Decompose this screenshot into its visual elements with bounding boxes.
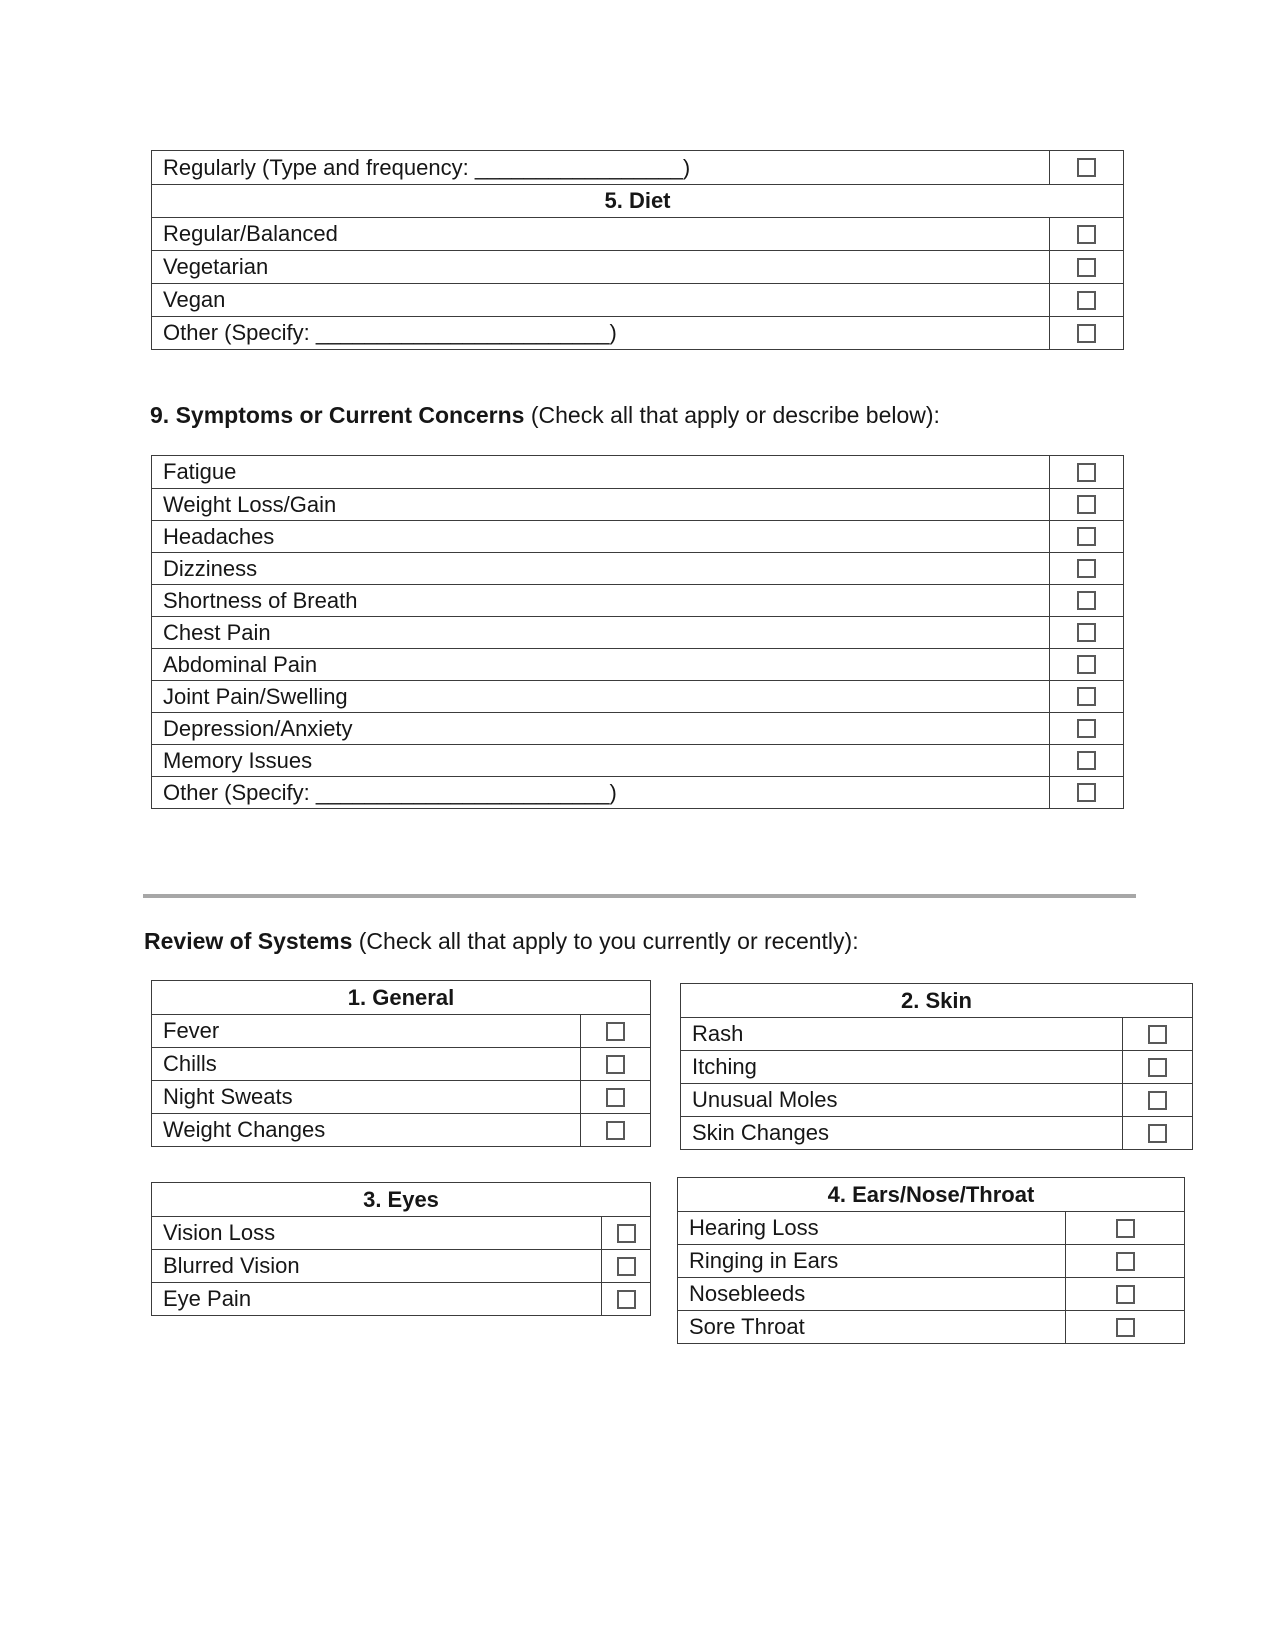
checkbox[interactable] (1148, 1058, 1167, 1077)
heading-bold-text: Review of Systems (144, 928, 353, 954)
table-row (152, 744, 1123, 776)
table-row (152, 1047, 650, 1080)
checkbox-cell (601, 1217, 650, 1249)
checkbox[interactable] (1077, 158, 1096, 177)
row-label: Vegetarian (163, 254, 269, 279)
checkbox[interactable] (1148, 1091, 1167, 1110)
table-row (681, 1017, 1192, 1050)
table-header-row (678, 1178, 1184, 1211)
checkbox-cell (1049, 251, 1123, 283)
habits-diet-table (151, 150, 1124, 350)
row-label: Chest Pain (163, 619, 271, 645)
checkbox[interactable] (1077, 258, 1096, 277)
table-row (678, 1310, 1184, 1343)
table-row (152, 217, 1123, 250)
table-row (152, 648, 1123, 680)
checkbox-cell (601, 1250, 650, 1282)
checkbox-cell (1065, 1278, 1184, 1310)
row-label: Abdominal Pain (163, 651, 318, 677)
section-heading-symptoms (150, 402, 940, 429)
row-label: Headaches (163, 523, 275, 549)
checkbox-cell (1049, 489, 1123, 520)
heading-bold-text: 9. Symptoms or Current Concerns (150, 402, 525, 428)
table-row (152, 488, 1123, 520)
checkbox[interactable] (1077, 527, 1096, 546)
review-skin-table (680, 983, 1193, 1150)
checkbox[interactable] (617, 1224, 636, 1243)
table-row (678, 1244, 1184, 1277)
checkbox[interactable] (1077, 783, 1096, 802)
checkbox[interactable] (1148, 1124, 1167, 1143)
table-row (152, 1014, 650, 1047)
table-row (152, 1080, 650, 1113)
skin-table-title: 2. Skin (901, 987, 972, 1013)
row-label: Regular/Balanced (163, 221, 338, 246)
checkbox-cell (1049, 553, 1123, 584)
checkbox[interactable] (1116, 1219, 1135, 1238)
table-header-row (152, 981, 650, 1014)
checkbox-cell (1049, 649, 1123, 680)
checkbox[interactable] (606, 1055, 625, 1074)
heading-rest-text: (Check all that apply to you currently or recently): (352, 928, 859, 954)
checkbox-cell (1065, 1311, 1184, 1343)
row-label: Chills (163, 1051, 217, 1076)
row-label: Memory Issues (163, 747, 313, 773)
row-label: Depression/Anxiety (163, 715, 353, 741)
row-label: Hearing Loss (689, 1215, 819, 1240)
diet-section-title: 5. Diet (604, 188, 671, 213)
checkbox-cell (580, 1015, 650, 1047)
checkbox[interactable] (1077, 559, 1096, 578)
table-row (152, 1216, 650, 1249)
row-label: Other (Specify: ________________________) (163, 779, 617, 805)
symptoms-table (151, 455, 1124, 809)
row-label: Rash (692, 1021, 744, 1046)
checkbox-cell (1049, 681, 1123, 712)
section-heading-review-of-systems (144, 928, 859, 955)
checkbox-cell (1049, 521, 1123, 552)
checkbox[interactable] (1077, 291, 1096, 310)
row-label: Regularly (Type and frequency: _________________) (163, 154, 691, 180)
table-row (681, 1083, 1192, 1116)
checkbox-cell (1065, 1212, 1184, 1244)
checkbox[interactable] (1077, 719, 1096, 738)
checkbox[interactable] (1148, 1025, 1167, 1044)
checkbox[interactable] (617, 1290, 636, 1309)
checkbox-cell (1122, 1084, 1192, 1116)
table-header-row (152, 1183, 650, 1216)
row-label: Fatigue (163, 459, 237, 484)
checkbox-cell (1049, 585, 1123, 616)
checkbox-cell (1065, 1245, 1184, 1277)
section-divider (143, 894, 1136, 898)
checkbox[interactable] (1077, 225, 1096, 244)
row-label: Skin Changes (692, 1120, 829, 1145)
row-label: Vision Loss (163, 1220, 276, 1245)
checkbox-cell (1049, 777, 1123, 808)
row-label: Itching (692, 1054, 757, 1079)
checkbox-cell (1049, 151, 1123, 184)
table-row (152, 712, 1123, 744)
row-label: Nosebleeds (689, 1281, 806, 1306)
checkbox[interactable] (617, 1257, 636, 1276)
row-label: Dizziness (163, 555, 258, 581)
checkbox[interactable] (1077, 324, 1096, 343)
table-row (678, 1211, 1184, 1244)
review-ent-table (677, 1177, 1185, 1344)
table-row (152, 1249, 650, 1282)
review-general-table (151, 980, 651, 1147)
row-label: Weight Loss/Gain (163, 491, 337, 517)
heading-rest-text: (Check all that apply or describe below): (524, 402, 940, 428)
checkbox[interactable] (1077, 655, 1096, 674)
checkbox-cell (1049, 284, 1123, 316)
checkbox-cell (1122, 1018, 1192, 1050)
checkbox-cell (601, 1283, 650, 1315)
table-row (678, 1277, 1184, 1310)
table-header-row (152, 184, 1123, 217)
table-row (152, 776, 1123, 808)
table-row (152, 1113, 650, 1146)
table-header-row (681, 984, 1192, 1017)
checkbox-cell (1049, 713, 1123, 744)
checkbox[interactable] (1116, 1285, 1135, 1304)
row-label: Unusual Moles (692, 1087, 838, 1112)
row-label: Vegan (163, 287, 226, 312)
checkbox-cell (1049, 617, 1123, 648)
table-row (152, 552, 1123, 584)
table-row (152, 584, 1123, 616)
checkbox[interactable] (606, 1022, 625, 1041)
table-row (152, 316, 1123, 349)
checkbox[interactable] (1077, 751, 1096, 770)
table-row (152, 456, 1123, 488)
checkbox-cell (580, 1048, 650, 1080)
row-label: Joint Pain/Swelling (163, 683, 348, 709)
checkbox-cell (1049, 317, 1123, 349)
eyes-table-title: 3. Eyes (363, 1186, 439, 1212)
checkbox[interactable] (1116, 1252, 1135, 1271)
table-row (681, 1050, 1192, 1083)
row-label: Fever (163, 1018, 220, 1043)
row-label: Night Sweats (163, 1084, 293, 1109)
checkbox-cell (580, 1081, 650, 1113)
table-row (152, 520, 1123, 552)
review-eyes-table (151, 1182, 651, 1316)
checkbox-cell (1049, 745, 1123, 776)
checkbox-cell (1049, 456, 1123, 488)
checkbox[interactable] (1077, 495, 1096, 514)
checkbox-cell (580, 1114, 650, 1146)
row-label: Ringing in Ears (689, 1248, 839, 1273)
general-table-title: 1. General (347, 984, 455, 1010)
checkbox[interactable] (1116, 1318, 1135, 1337)
table-row (152, 283, 1123, 316)
table-row (152, 151, 1123, 184)
table-row (681, 1116, 1192, 1149)
checkbox[interactable] (1077, 591, 1096, 610)
checkbox-cell (1122, 1117, 1192, 1149)
table-row (152, 616, 1123, 648)
checkbox[interactable] (606, 1121, 625, 1140)
checkbox[interactable] (1077, 463, 1096, 482)
table-row (152, 680, 1123, 712)
checkbox[interactable] (606, 1088, 625, 1107)
row-label: Sore Throat (689, 1314, 805, 1339)
ent-table-title: 4. Ears/Nose/Throat (827, 1181, 1035, 1207)
row-label: Blurred Vision (163, 1253, 300, 1278)
checkbox[interactable] (1077, 687, 1096, 706)
row-label: Other (Specify: ________________________) (163, 320, 617, 345)
table-row (152, 1282, 650, 1315)
row-label: Eye Pain (163, 1286, 252, 1311)
checkbox-cell (1049, 218, 1123, 250)
row-label: Shortness of Breath (163, 587, 358, 613)
table-row (152, 250, 1123, 283)
row-label: Weight Changes (163, 1117, 326, 1142)
checkbox[interactable] (1077, 623, 1096, 642)
checkbox-cell (1122, 1051, 1192, 1083)
